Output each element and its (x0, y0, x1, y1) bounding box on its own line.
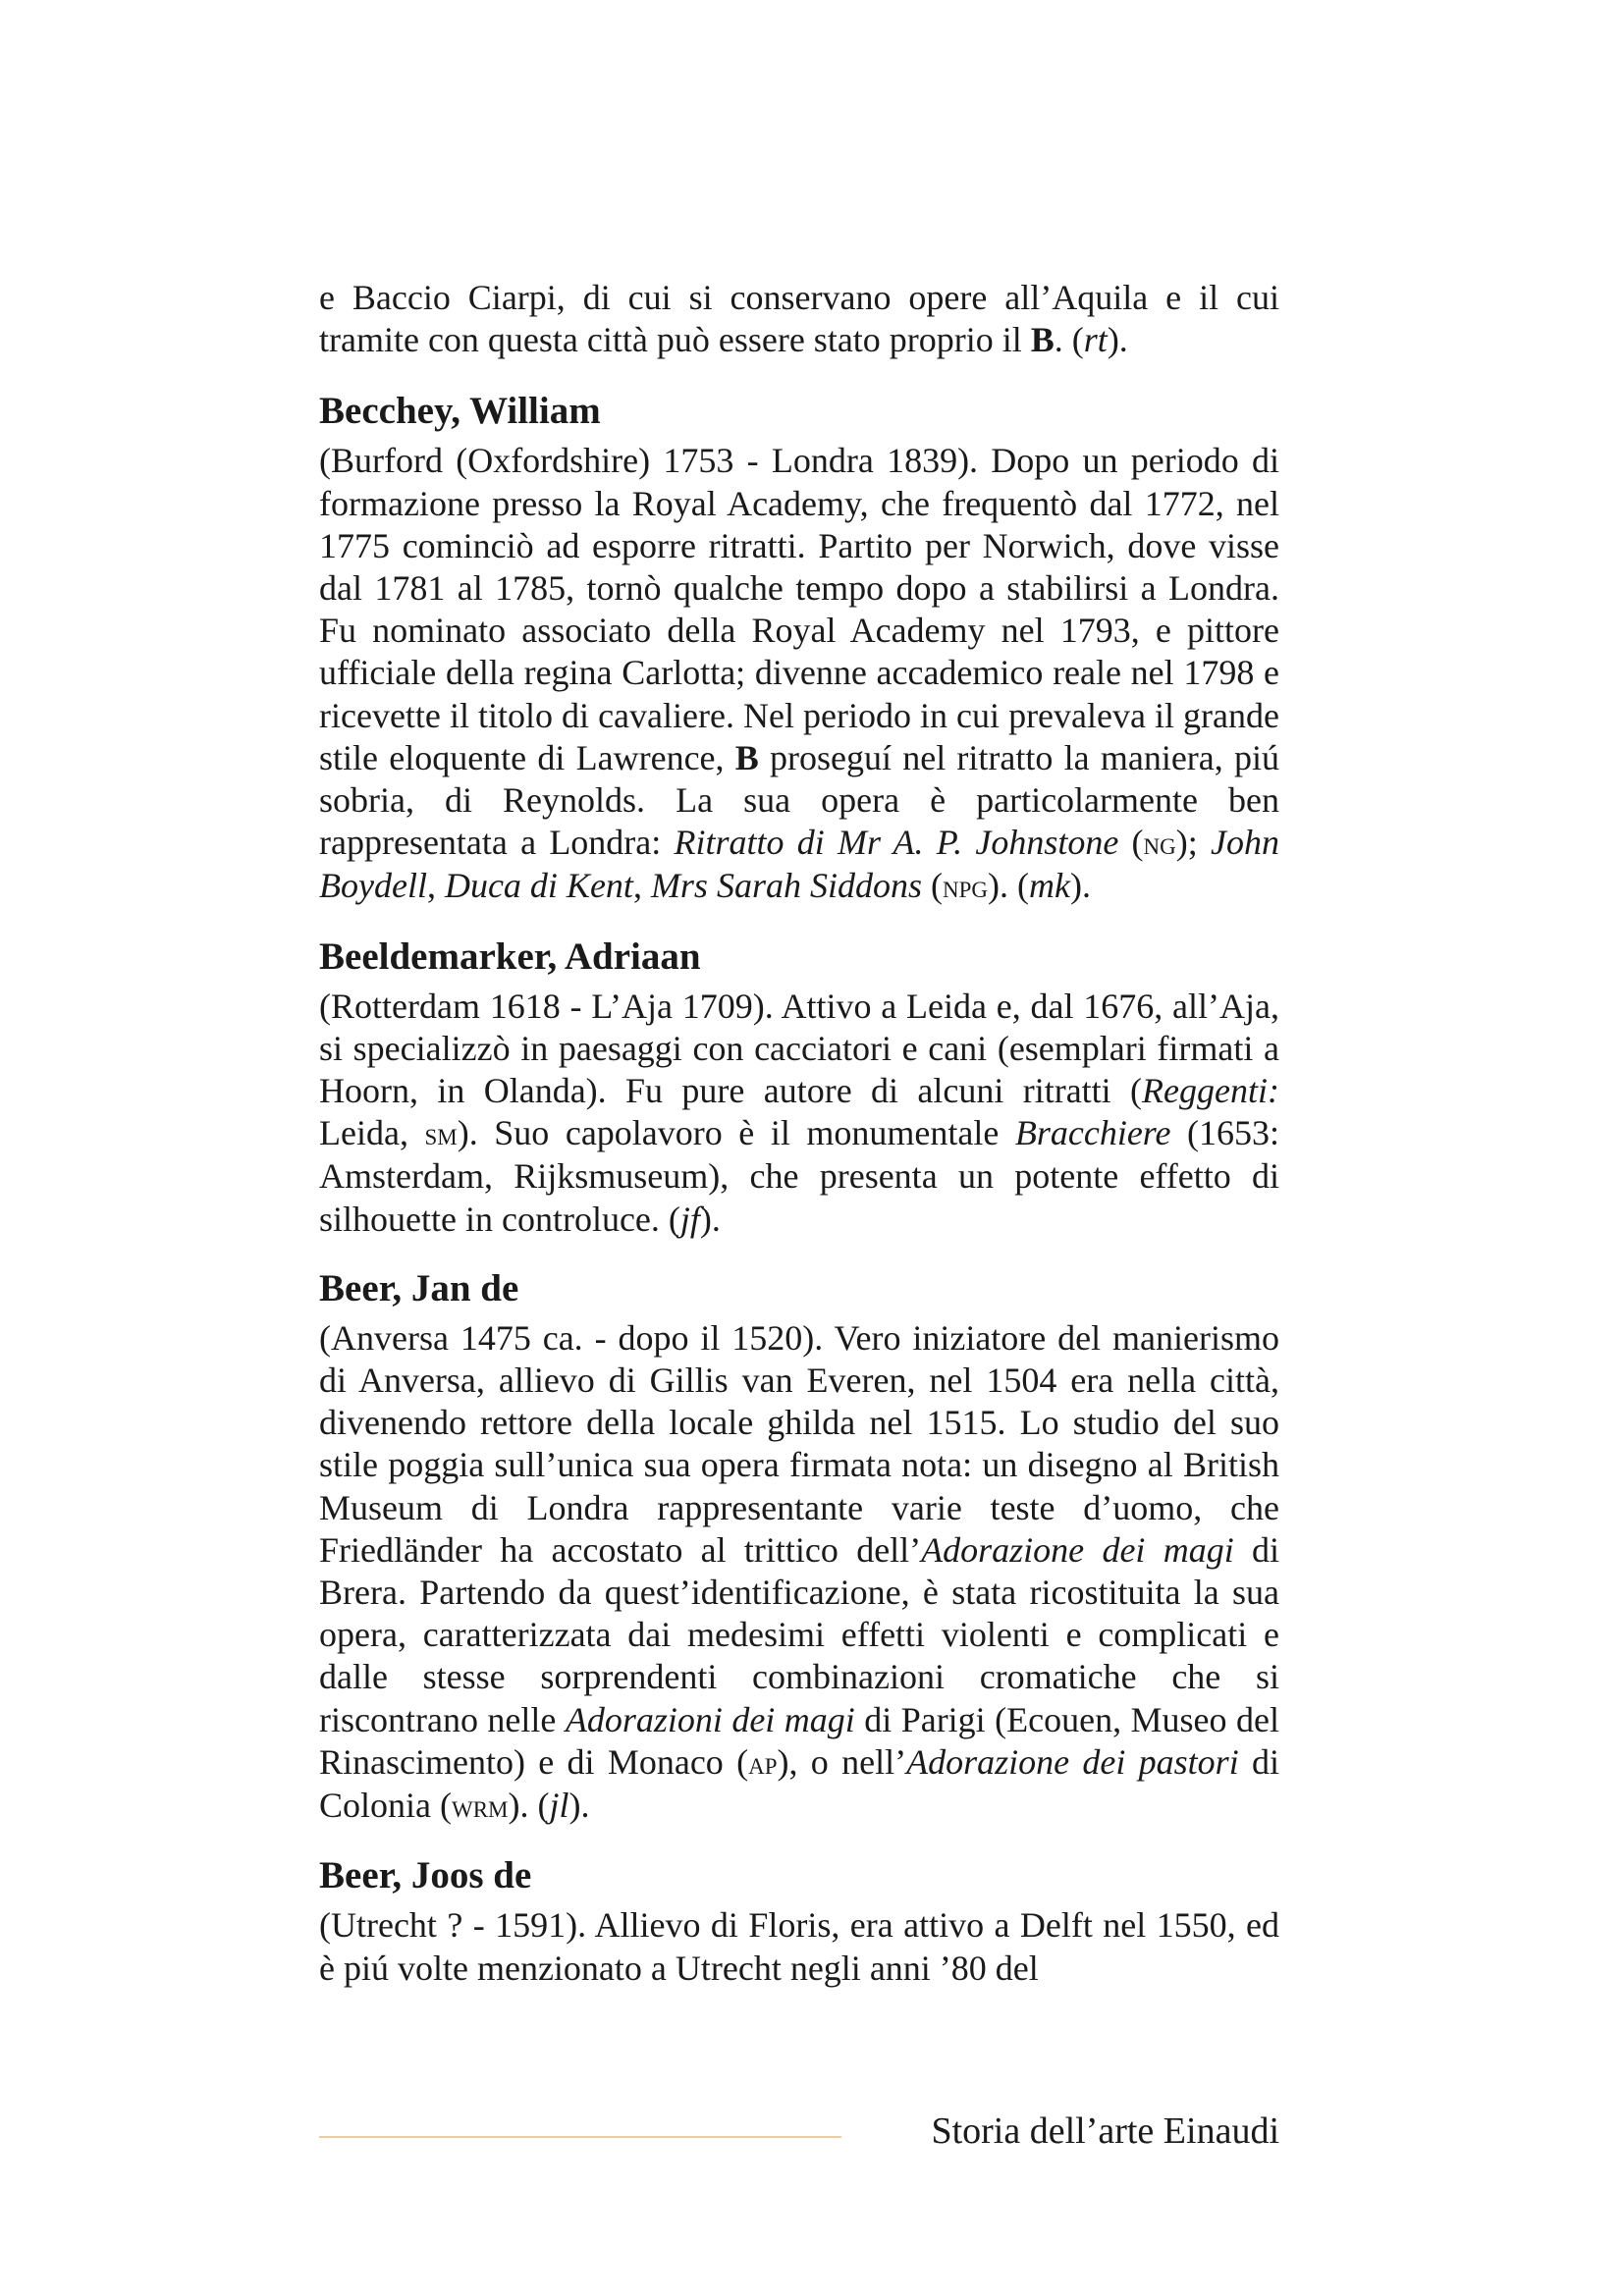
bold-initial: B (734, 737, 759, 777)
entry-text-beeldemarker (319, 986, 1279, 1241)
entry-text: Leida, (319, 1113, 425, 1153)
artwork-title: John Boydell (319, 823, 1279, 906)
entry-text: ). (1069, 866, 1091, 906)
museum-abbreviation: sm (424, 1116, 458, 1153)
entry-heading-beeldemarker: Beeldemarker, Adriaan (319, 934, 701, 978)
entry-heading-beer-jan: Beer, Jan de (319, 1266, 519, 1309)
entry-text: ( (1118, 823, 1144, 863)
entry-text: (Anversa 1475 ca. - dopo il 1520). Vero iniziatore del manierismo di Anversa, allievo di Gillis van Everen, nel 1504 era nella città, divenendo rettore della locale ghilda nel 1515. Lo studio del suo stile poggia sull’unica sua opera firmata nota: un disegno al British Museum di Londra rappresentante varie teste d’uomo, che Friedländer ha accostato al trittico dell’ (319, 1317, 1279, 1570)
artwork-title: Adorazioni dei magi (565, 1699, 855, 1739)
intro-text: ). (1107, 320, 1128, 360)
publication-title: Storia dell’arte Einaudi (931, 2110, 1279, 2152)
entry-text: (Utrecht ? - 1591). Allievo di Floris, era attivo a Delft nel 1550, ed è piú volte menzionato a Utrecht negli anni ’80 del (319, 1905, 1279, 1988)
page-footer (319, 2109, 1279, 2154)
author-initials: mk (1028, 866, 1070, 906)
entry-text: ); (1175, 823, 1211, 863)
intro-bold-initial: B (1030, 320, 1055, 360)
museum-abbreviation: wrm (451, 1789, 509, 1826)
entry-text: ). (699, 1199, 721, 1239)
entry-text: ). (568, 1786, 590, 1826)
intro-text: . ( (1054, 320, 1084, 360)
entry-text-beer-joos (319, 1904, 1279, 1989)
entry-text: ), o nell’ (777, 1741, 907, 1782)
entry-text: di Parigi (Ecouen, Museo del Rinascimento) e di Monaco ( (319, 1699, 1279, 1782)
entry-text-becchey (319, 440, 1279, 908)
artwork-title: Mrs Sarah Siddons (650, 866, 922, 906)
intro-text: e Baccio Ciarpi, di cui si conservano opere all’Aquila e il cui tramite con questa città può essere stato proprio il (319, 278, 1279, 360)
author-initials: jf (679, 1199, 700, 1239)
entry-text: (Burford (Oxfordshire) 1753 - Londra 1839). Dopo un periodo di formazione presso la Royal Academy, che frequentò dal 1772, nel 1775 cominciò ad esporre ritratti. Partito per Norwich, dove visse dal 1781 al 1785, tornò qualche tempo dopo a stabilirsi a Londra. Fu nominato associato della Royal Academy nel 1793, e pittore ufficiale della regina Carlotta; divenne accademico reale nel 1798 e ricevette il titolo di cavaliere. Nel periodo in cui prevaleva il grande stile eloquente di Lawrence, (319, 441, 1279, 777)
entry-text: , (632, 866, 651, 906)
entry-text: ). Suo capolavoro è il monumentale (457, 1113, 1015, 1153)
entry-heading-beer-joos: Beer, Joos de (319, 1854, 532, 1897)
artwork-title: Ritratto di Mr A. P. Johnstone (674, 823, 1119, 863)
museum-abbreviation: ap (748, 1744, 778, 1782)
intro-paragraph (319, 277, 1279, 361)
entry-text: ). ( (987, 866, 1029, 906)
museum-abbreviation: ng (1143, 826, 1176, 863)
artwork-title: Adorazione dei pastori (906, 1741, 1239, 1782)
page-body (319, 277, 1279, 1990)
entry-text: di Colonia ( (319, 1741, 1280, 1826)
entry-text: di Brera. Partendo da quest’identificazione, è stata ricostituita la sua opera, caratterizzata dai medesimi effetti violenti e complicati e dalle stesse sorprendenti combinazioni cromatiche che si riscontrano nelle (319, 1529, 1279, 1739)
footer-divider (319, 2136, 841, 2138)
entry-text: (1653: Amsterdam, Rijksmuseum), che presenta un potente effetto di silhouette in controluce. ( (319, 1113, 1279, 1239)
entry-text: (Rotterdam 1618 - L’Aja 1709). Attivo a Leida e, dal 1676, all’Aja, si specializzò in paesaggi con cacciatori e cani (esemplari firmati a Hoorn, in Olanda). Fu pure autore di alcuni ritratti ( (319, 986, 1279, 1111)
artwork-title: Adorazione dei magi (921, 1529, 1234, 1570)
museum-abbreviation: npg (942, 869, 988, 906)
artwork-title: Duca di Kent (444, 866, 633, 906)
entry-text-beer-jan (319, 1317, 1279, 1828)
entry-text: proseguí nel ritratto la maniera, piú sobria, di Reynolds. La sua opera è particolarmente ben rappresentata a Londra: (319, 737, 1280, 863)
author-initials: rt (1083, 320, 1108, 360)
entry-text: , (426, 866, 445, 906)
author-initials: jl (549, 1786, 569, 1826)
entry-heading-becchey: Becchey, William (319, 390, 601, 433)
artwork-title: Bracchiere (1014, 1113, 1171, 1153)
artwork-title: Reggenti: (1142, 1071, 1279, 1111)
entry-text: ). ( (508, 1786, 550, 1826)
entry-text: ( (921, 866, 943, 906)
